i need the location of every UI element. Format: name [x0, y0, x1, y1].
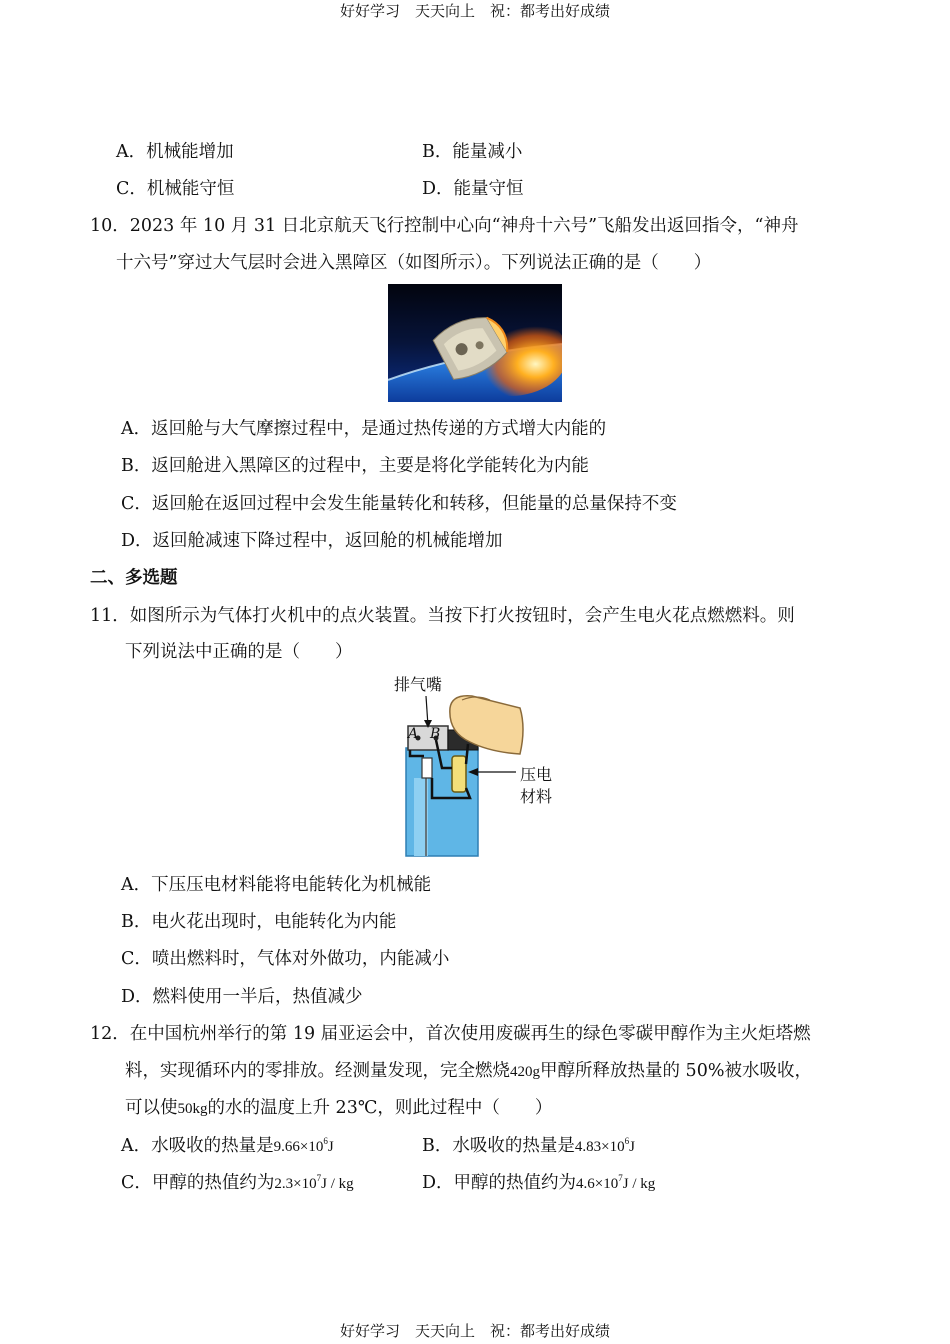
label-piezo-line1: 压电	[520, 765, 553, 784]
label-exhaust-nozzle: 排气嘴	[394, 675, 443, 694]
label-piezo-line2: 材料	[520, 787, 553, 806]
q10-stem-line2: 十六号”穿过大气层时会进入黑障区（如图所示）。下列说法正确的是（ ）	[116, 253, 712, 273]
q12-option-b: B．水吸收的热量是$4.83\times 10^6J$	[422, 1136, 635, 1156]
q11-option-b: B．电火花出现时，电能转化为内能	[121, 912, 397, 932]
q11-option-c: C．喷出燃料时，气体对外做功，内能减小	[121, 949, 450, 969]
q10-option-d: D．返回舱减速下降过程中，返回舱的机械能增加	[121, 531, 503, 551]
q9-option-b: B．能量减小	[422, 142, 523, 162]
label-point-b: B	[430, 726, 441, 742]
q12-stem-line3: 可以使50kg的水的温度上升 23℃，则此过程中（ ）	[125, 1098, 553, 1118]
q9-option-a: A．机械能增加	[116, 142, 234, 162]
q11-stem-line2: 下列说法中正确的是（ ）	[125, 642, 353, 662]
q9-option-c: C．机械能守恒	[116, 179, 235, 199]
q9-option-d: D．能量守恒	[422, 179, 524, 199]
q10-stem-line1: 10．2023 年 10 月 31 日北京航天飞行控制中心向“神舟十六号”飞船发出返回指令，“神舟	[90, 216, 799, 236]
section-title: 二、多选题	[90, 568, 178, 588]
q12-stem-line2: 料，实现循环内的零排放。经测量发现，完全燃烧420g甲醇所释放热量的 50%被水吸收，	[125, 1061, 812, 1081]
label-point-a: A	[408, 726, 419, 742]
q12-option-d: D．甲醇的热值约为$4.6\times 10^7J$ / kg	[422, 1173, 656, 1193]
page-header: 好好学习 天天向上 祝：都考出好成绩	[339, 2, 610, 20]
q11-stem-line1: 11．如图所示为气体打火机中的点火装置。当按下打火按钮时，会产生电火花点燃燃料。则	[90, 606, 795, 626]
mass-water: 50kg	[177, 1101, 208, 1117]
q12-stem-line1: 12．在中国杭州举行的第 19 届亚运会中，首次使用废碳再生的绿色零碳甲醇作为主火炬塔燃	[90, 1024, 811, 1044]
page-footer: 好好学习 天天向上 祝：都考出好成绩	[339, 1322, 610, 1340]
spacecraft-reentry-image	[388, 284, 562, 402]
q11-option-a: A．下压压电材料能将电能转化为机械能	[121, 875, 432, 895]
q11-option-d: D．燃料使用一半后，热值减少	[121, 987, 363, 1007]
q10-option-b: B．返回舱进入黑障区的过程中，主要是将化学能转化为内能	[121, 456, 589, 476]
q12-option-a: A．水吸收的热量是$9.66\times 10^6J$	[121, 1136, 334, 1156]
q10-option-c: C．返回舱在返回过程中会发生能量转化和转移，但能量的总量保持不变	[121, 494, 677, 514]
mass-methanol: 420g	[510, 1064, 540, 1080]
q10-option-a: A．返回舱与大气摩擦过程中，是通过热传递的方式增大内能的	[121, 419, 607, 439]
q12-option-c: C．甲醇的热值约为$2.3\times 10^7J$ / kg	[121, 1173, 354, 1193]
lighter-ignition-figure	[380, 668, 580, 858]
